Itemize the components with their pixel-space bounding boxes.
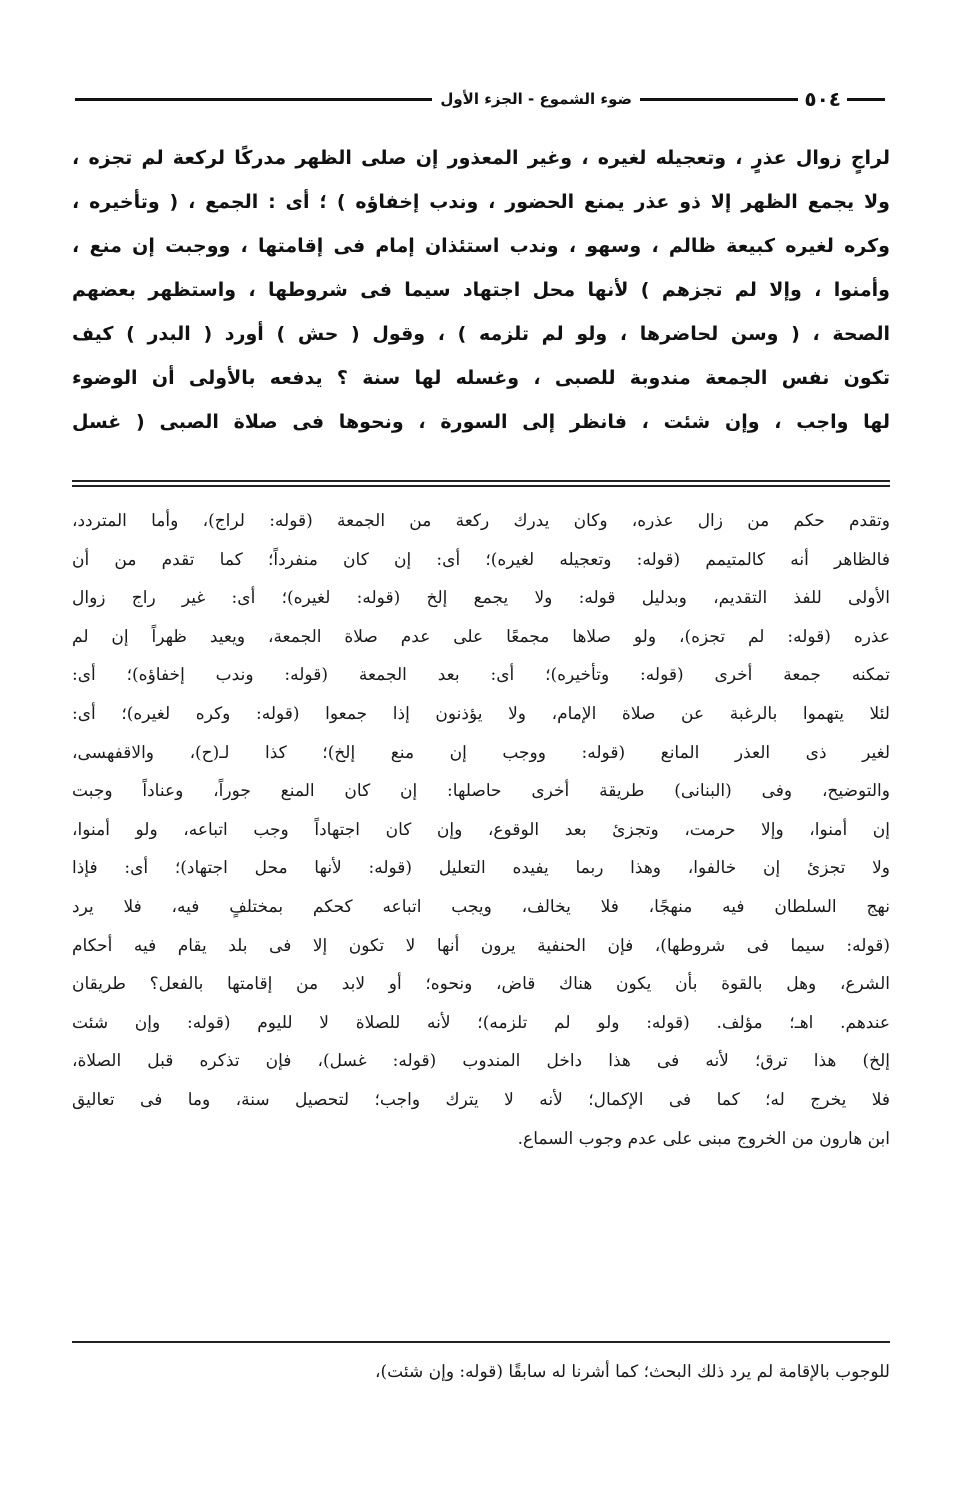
note-line: فالظاهر أنه كالمتيمم (قوله: وتعجيله لغيره)؛ أى: إن كان منفرداً؛ كما تقدم من أن xyxy=(72,549,890,570)
main-line: وأمنوا ، وإلا لم تجزهم ) لأنها محل اجتهاد سيما فى شروطها ، واستظهر بعضهم xyxy=(72,279,890,301)
main-line: الصحة ، ( وسن لحاضرها ، ولو لم تلزمه ) ، وقول ( حش ) أورد ( البدر ) كيف xyxy=(72,323,890,345)
commentary-divider xyxy=(72,480,890,487)
footnote-divider xyxy=(72,1341,890,1343)
page-number: ٥٠٤ xyxy=(798,86,847,112)
footnote-text xyxy=(72,1353,890,1391)
main-line: لراجٍ زوال عذرٍ ، وتعجيله لغيره ، وغير المعذور إن صلى الظهر مدركًا لركعة لم تجزه ، xyxy=(72,147,890,169)
main-line: لها واجب ، وإن شئت ، فانظر إلى السورة ، ونحوها فى صلاة الصبى ( غسل xyxy=(72,411,890,433)
note-line: والتوضيح، وفى (البنانى) طريقة أخرى حاصلها: إن كان المنع جوراً، وعناداً وجبت xyxy=(72,781,890,802)
running-title: ضوء الشموع - الجزء الأول xyxy=(432,86,640,112)
note-line: ولا تجزئ إن خالفوا، وهذا ربما يفيده التعليل (قوله: لأنها محل اجتهاد)؛ أى: فإذا xyxy=(72,858,890,879)
note-line: وتقدم حكم من زال عذره، وكان يدرك ركعة من الجمعة (قوله: لراج)، وأما المتردد، xyxy=(72,511,890,531)
note-line: عذره (قوله: لم تجزه)، ولو صلاها مجمعًا على عدم صلاة الجمعة، ويعيد ظهراً إن لم xyxy=(72,626,890,647)
note-line: نهج السلطان فيه منهجًا، فلا يخالف، ويجب اتباعه كحكم بمختلفٍ فيه، فلا يرد xyxy=(72,896,890,917)
note-line: إلخ) هذا ترق؛ لأنه فى هذا داخل المندوب (قوله: غسل)، فإن تذكره قبل الصلاة، xyxy=(72,1051,890,1072)
note-line: الأولى للفذ التقديم، وبدليل قوله: ولا يجمع إلخ (قوله: لغيره)؛ أى: غير راج زوال xyxy=(72,588,890,609)
note-line: لغير ذى العذر المانع (قوله: ووجب إن منع إلخ)؛ كذا لـ(ح)، والاقفهسى، xyxy=(72,742,890,763)
note-line: تمكنه جمعة أخرى (قوله: وتأخيره)؛ أى: بعد الجمعة (قوله: وندب إخفاؤه)؛ أى: xyxy=(72,665,890,686)
note-line: الشرع، وهل بالقوة بأن يكون هناك قاض، ونحوه؛ أو لابد من إقامتها بالفعل؟ طريقان xyxy=(72,974,890,995)
footnote-line: للوجوب بالإقامة لم يرد ذلك البحث؛ كما أشرنا له سابقًا (قوله: وإن شئت)، xyxy=(375,1362,890,1382)
note-line: فلا يخرج له؛ كما فى الإكمال؛ لأنه لا يترك واجب؛ لتحصيل سنة، وما فى تعاليق xyxy=(72,1089,890,1110)
main-line: تكون نفس الجمعة مندوبة للصبى ، وغسله لها سنة ؟ يدفعه بالأولى أن الوضوء xyxy=(72,367,890,389)
main-line: ولا يجمع الظهر إلا ذو عذر يمنع الحضور ، وندب إخفاؤه ) ؛ أى : الجمع ، ( وتأخيره ، xyxy=(72,191,890,213)
note-line: (قوله: سيما فى شروطها)، فإن الحنفية يرون أنها لا تكون إلا فى بلد يقام فيه أحكام xyxy=(72,935,890,956)
main-text xyxy=(72,136,890,444)
main-line: وكره لغيره كبيعة ظالم ، وسهو ، وندب استئذان إمام فى إقامتها ، ووجبت إن منع ، xyxy=(72,235,890,257)
note-line: ابن هارون من الخروج مبنى على عدم وجوب السماع. xyxy=(517,1128,890,1149)
note-line: عندهم. اهـ؛ مؤلف. (قوله: ولو لم تلزمه)؛ لأنه للصلاة لا لليوم (قوله: وإن شئت xyxy=(72,1012,890,1033)
note-line: إن أمنوا، وإلا حرمت، وتجزئ بعد الوقوع، وإن كان اجتهاداً وجب اتباعه، ولو أمنوا، xyxy=(72,819,890,840)
note-line: لئلا يتهموا بالرغبة عن صلاة الإمام، ولا يؤذنون إذا جمعوا (قوله: وكره لغيره)؛ أى: xyxy=(72,703,890,724)
page-header xyxy=(75,86,885,112)
commentary-text xyxy=(72,502,890,1158)
